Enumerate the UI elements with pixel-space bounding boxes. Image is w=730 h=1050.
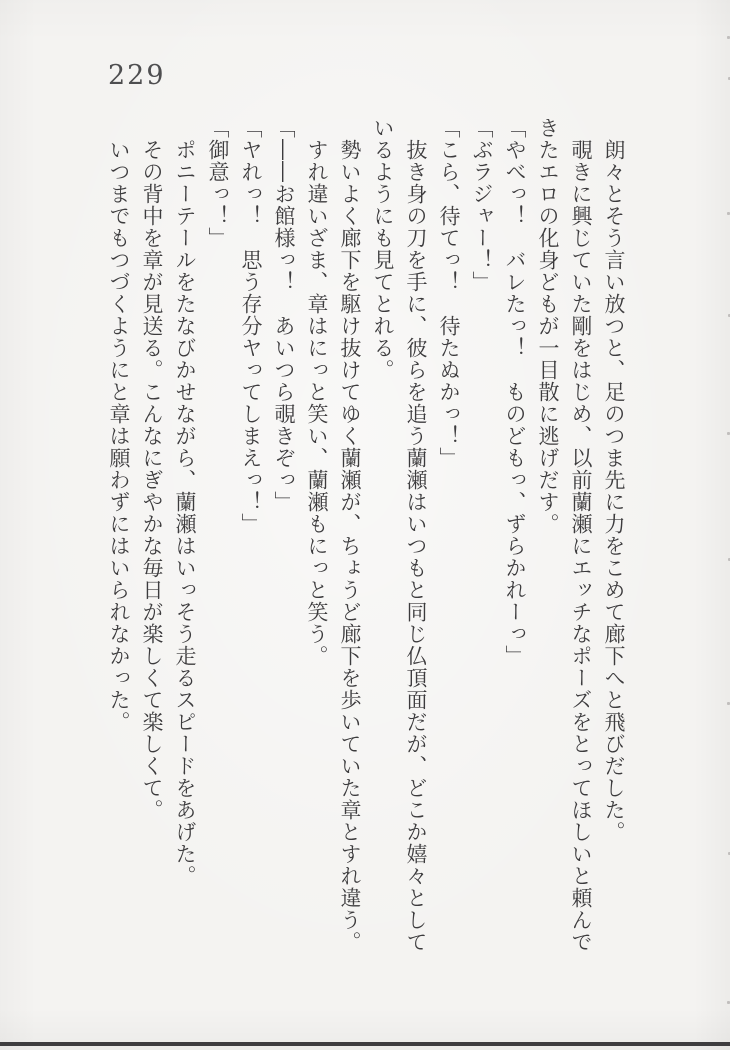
text-line-2: 覗きに興じていた剛をはじめ、以前蘭瀬にエッチなポーズをとってほしいと頼んで: [569, 139, 593, 953]
text-line-8: いるようにも見てとれる。: [371, 117, 395, 381]
text-line-12: 「ヤれっ！ 思う存分ヤってしまえっ！」: [239, 117, 263, 535]
text-block: [102, 117, 630, 967]
text-line-4: 「やべっ！ バレたっ！ ものどもっ、ずらかれーっ」: [503, 117, 527, 667]
text-line-13: 「御意っ！」: [206, 117, 230, 249]
text-line-16: いつまでもつづくようにと章は願わずにはいられなかった。: [107, 139, 131, 733]
text-line-5: 「ぶラジャー！」: [470, 117, 494, 293]
text-line-14: ポニーテールをたなびかせながら、蘭瀬はいっそう走るスピードをあげた。: [173, 139, 197, 887]
text-line-10: すれ違いざま、章はにっと笑い、蘭瀬もにっと笑う。: [305, 139, 329, 667]
text-line-3: きたエロの化身どもが一目散に逃げだす。: [536, 117, 560, 535]
text-line-15: その背中を章が見送る。こんなにぎやかな毎日が楽しくて楽しくて。: [140, 139, 164, 821]
page-edge-line: [0, 1042, 730, 1046]
text-line-6: 「こら、待てっ！ 待たぬかっ！」: [437, 117, 461, 469]
text-line-9: 勢いよく廊下を駆け抜けてゆく蘭瀬が、ちょうど廊下を歩いていた章とすれ違う。: [338, 139, 362, 953]
text-line-1: 朗々とそう言い放つと、足のつま先に力をこめて廊下へと飛びだした。: [602, 139, 626, 843]
text-line-11: 「――お館様っ！ あいつら覗きぞっ」: [272, 117, 296, 513]
page-number: 229: [108, 60, 166, 91]
text-line-7: 抜き身の刀を手に、彼らを追う蘭瀬はいつもと同じ仏頂面だが、どこか嬉々として: [404, 139, 428, 953]
